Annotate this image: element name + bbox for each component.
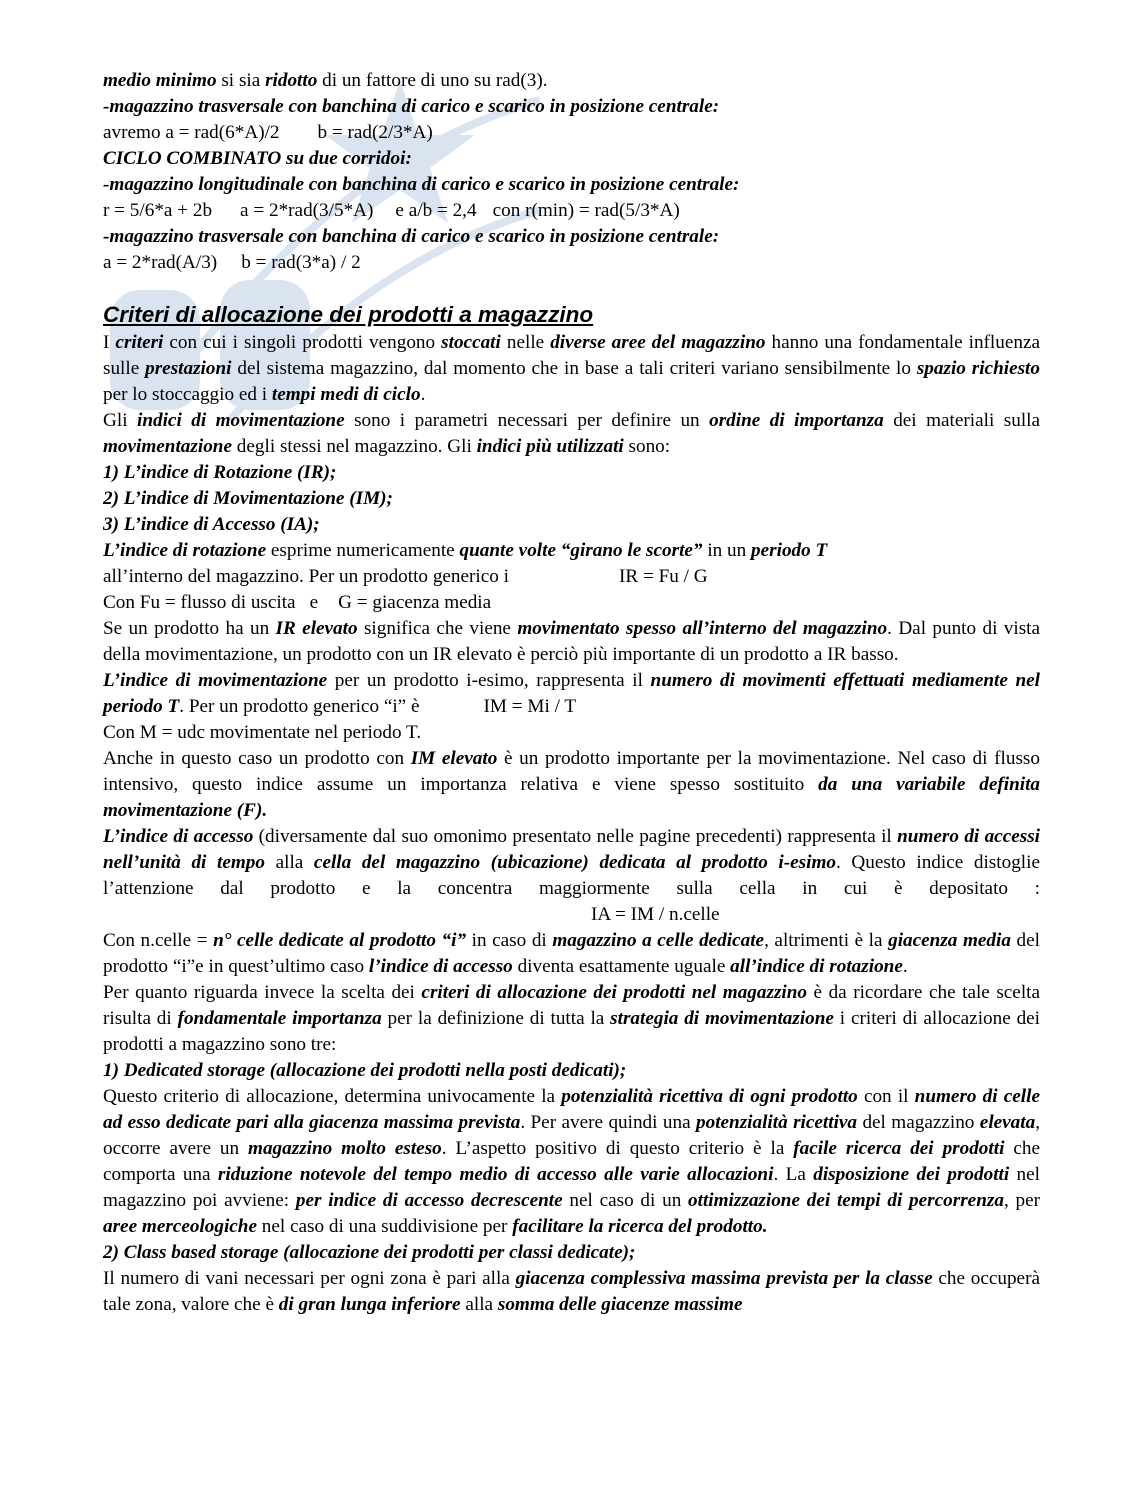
- paragraph: Se un prodotto ha un IR elevato significa che viene movimentato spesso all’interno del magazzino. Dal punto di vista della movimentazione, un prodotto con un IR elevato è perciò più importante di un prodotto a IR basso.: [103, 618, 1041, 665]
- text-line: Con Fu = flusso di uscita e G = giacenza media: [103, 592, 492, 613]
- formula-line: avremo a = rad(6*A)/2 b = rad(2/3*A): [103, 122, 433, 143]
- formula-line: a = 2*rad(A/3) b = rad(3*a) / 2: [103, 252, 361, 273]
- paragraph: I criteri con cui i singoli prodotti vengono stoccati nelle diverse aree del magazzino hanno una fondamentale influenza sulle prestazioni del sistema magazzino, dal momento che in base a tali criteri variano sensibilmente lo spazio richiesto per lo stoccaggio ed i tempi medi di ciclo.: [103, 332, 1040, 405]
- subheading-transversal: -magazzino trasversale con banchina di carico e scarico in posizione centrale:: [103, 96, 720, 117]
- list-item: 3) L’indice di Accesso (IA);: [103, 514, 320, 535]
- subheading-longitudinal: -magazzino longitudinale con banchina di carico e scarico in posizione centrale:: [103, 174, 740, 195]
- paragraph: Gli indici di movimentazione sono i parametri necessari per definire un ordine di importanza dei materiali sulla movimentazione degli stessi nel magazzino. Gli indici più utilizzati sono:: [103, 410, 1041, 457]
- subheading-transversal: -magazzino trasversale con banchina di carico e scarico in posizione centrale:: [103, 226, 720, 247]
- list-item: 1) L’indice di Rotazione (IR);: [103, 462, 337, 483]
- document-body: [103, 68, 1040, 1318]
- paragraph: Anche in questo caso un prodotto con IM elevato è un prodotto importante per la movimentazione. Nel caso di flusso intensivo, questo indice assume un importanza relativa e viene spesso sostituito da una variabile definita movimentazione (F).: [103, 748, 1041, 821]
- paragraph: Il numero di vani necessari per ogni zona è pari alla giacenza complessiva massima prevista per la classe che occuperà tale zona, valore che è di gran lunga inferiore alla somma delle giacenze massime: [103, 1268, 1040, 1315]
- list-item: 1) Dedicated storage (allocazione dei prodotti nella posti dedicati);: [103, 1060, 627, 1081]
- list-item: 2) L’indice di Movimentazione (IM);: [103, 488, 393, 509]
- section-heading: Criteri di allocazione dei prodotti a magazzino: [103, 302, 594, 327]
- subheading-combined-cycle: CICLO COMBINATO su due corridoi:: [103, 148, 412, 169]
- formula-line: all’interno del magazzino. Per un prodotto generico i IR = Fu / G: [103, 566, 708, 587]
- text-line: Con M = udc movimentate nel periodo T.: [103, 722, 422, 743]
- paragraph: L’indice di accesso (diversamente dal suo omonimo presentato nelle pagine precedenti) rappresenta il numero di accessi nell’unità di tempo alla cella del magazzino (ubicazione) dedicata al prodotto i-esimo. Questo indice distoglie l’attenzione dal prodotto e la concentra maggiormente sulla cella in cui è depositato :IA = IM / n.celle: [103, 826, 1040, 925]
- paragraph: Questo criterio di allocazione, determina univocamente la potenzialità ricettiva di ogni prodotto con il numero di celle ad esso dedicate pari alla giacenza massima prevista. Per avere quindi una potenzialità ricettiva del magazzino elevata, occorre avere un magazzino molto esteso. L’aspetto positivo di questo criterio è la facile ricerca dei prodotti che comporta una riduzione notevole del tempo medio di accesso alle varie allocazioni. La disposizione dei prodotti nel magazzino poi avviene: per indice di accesso decrescente nel caso di un ottimizzazione dei tempi di percorrenza, per aree merceologiche nel caso di una suddivisione per facilitare la ricerca del prodotto.: [103, 1086, 1040, 1237]
- paragraph: Per quanto riguarda invece la scelta dei criteri di allocazione dei prodotti nel magazzino è da ricordare che tale scelta risulta di fondamentale importanza per la definizione di tutta la strategia di movimentazione i criteri di allocazione dei prodotti a magazzino sono tre:: [103, 982, 1041, 1055]
- list-item: 2) Class based storage (allocazione dei prodotti per classi dedicate);: [103, 1242, 636, 1263]
- text-line: medio minimo si sia ridotto di un fattore di uno su rad(3).: [103, 70, 548, 91]
- paragraph: Con n.celle = n° celle dedicate al prodotto “i” in caso di magazzino a celle dedicate, altrimenti è la giacenza media del prodotto “i”e in quest’ultimo caso l’indice di accesso diventa esattamente uguale all’indice di rotazione.: [103, 930, 1040, 977]
- paragraph: L’indice di rotazione esprime numericamente quante volte “girano le scorte” in un periodo T: [103, 540, 828, 561]
- formula-line: r = 5/6*a + 2b a = 2*rad(3/5*A) e a/b = 2,4 con r(min) = rad(5/3*A): [103, 200, 680, 221]
- paragraph: L’indice di movimentazione per un prodotto i-esimo, rappresenta il numero di movimenti effettuati mediamente nel periodo T. Per un prodotto generico “i” è IM = Mi / T: [103, 670, 1040, 717]
